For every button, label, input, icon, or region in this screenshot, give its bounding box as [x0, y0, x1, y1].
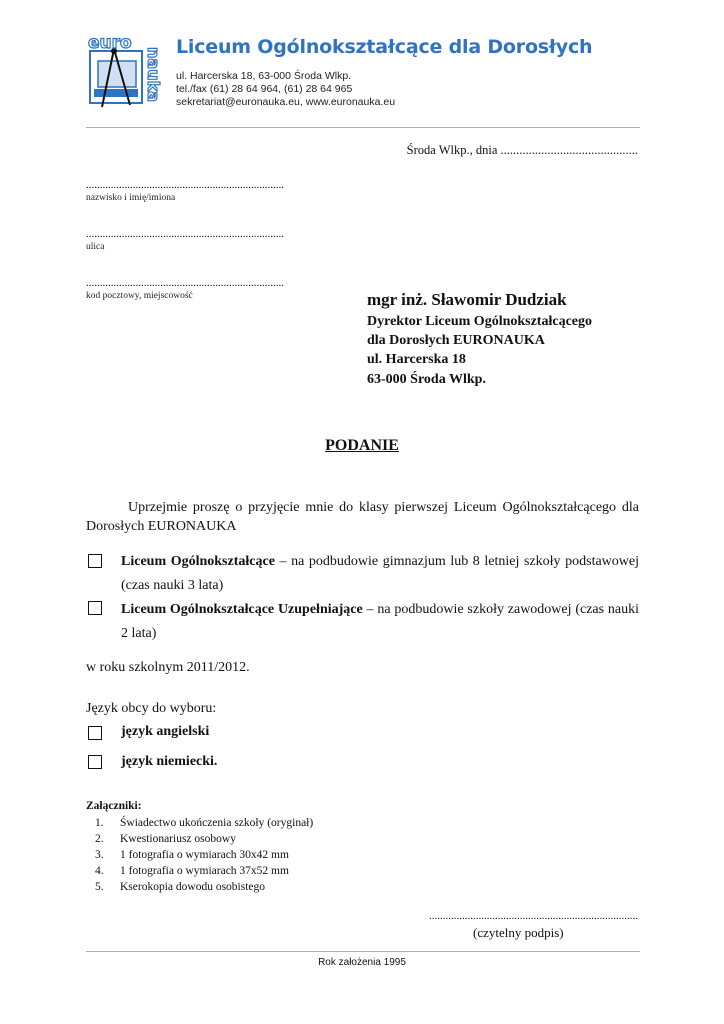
option-lo-desc: – na podbudowie gimnazjum lub 8 letniej szkoły podstawowej (czas nauki 3 lata): [121, 554, 640, 593]
language-label: Język obcy do wyboru:: [86, 701, 217, 716]
list-item-text: Świadectwo ukończenia szkoły (oryginał): [120, 817, 314, 829]
intro-paragraph: [86, 498, 639, 536]
checkbox-lo[interactable]: [88, 554, 102, 568]
signature-caption: (czytelny podpis): [473, 925, 564, 940]
intro-text: Uprzejmie proszę o przyjęcie mnie do klasy pierwszej Liceum Ogólnokształcącego dla Dorosłych EURONAUKA: [86, 500, 639, 534]
name-field-dots[interactable]: ........................................................................: [86, 179, 284, 191]
school-address: ul. Harcerska 18, 63-000 Środa Wlkp.: [176, 70, 352, 82]
footer-divider: [86, 951, 640, 952]
list-item: [86, 847, 313, 863]
list-item: [86, 831, 313, 847]
list-item: [86, 815, 313, 831]
footer-text: Rok założenia 1995: [318, 957, 406, 968]
recipient-line-1: Dyrektor Liceum Ogólnokształcącego: [367, 314, 593, 329]
language-english: język angielski: [121, 724, 210, 739]
school-name: Liceum Ogólnokształcące dla Dorosłych: [176, 36, 593, 58]
list-item-text: Kwestionariusz osobowy: [120, 833, 236, 845]
header-divider: [86, 127, 640, 128]
attachments-list: [86, 815, 313, 895]
street-field-caption: ulica: [86, 242, 105, 252]
logo-text-euro: euro: [88, 33, 132, 53]
option-lou: [121, 598, 639, 646]
list-item-number: 2.: [95, 833, 104, 845]
city-field-caption: kod pocztowy, miejscowość: [86, 291, 193, 301]
recipient-line-3: ul. Harcerska 18: [367, 352, 466, 367]
school-logo: [86, 33, 166, 113]
document-title: PODANIE: [325, 437, 399, 454]
list-item-number: 3.: [95, 849, 104, 861]
list-item-text: 1 fotografia o wymiarach 37x52 mm: [120, 865, 289, 877]
school-year: w roku szkolnym 2011/2012.: [86, 660, 250, 675]
street-field-dots[interactable]: ........................................................................: [86, 228, 284, 240]
recipient-line-2: dla Dorosłych EURONAUKA: [367, 333, 545, 348]
option-lou-desc: – na podbudowie szkoły zawodowej (czas nauki 2 lata): [121, 602, 640, 641]
attachments-header: Załączniki:: [86, 800, 142, 812]
list-item-number: 4.: [95, 865, 104, 877]
option-lou-title: Liceum Ogólnokształcące Uzupełniające: [121, 602, 363, 617]
checkbox-lou[interactable]: [88, 601, 102, 615]
option-lo-title: Liceum Ogólnokształcące: [121, 554, 275, 569]
signature-field[interactable]: ............................................................................: [429, 910, 638, 922]
recipient-line-4: 63-000 Środa Wlkp.: [367, 372, 486, 387]
checkbox-english[interactable]: [88, 726, 102, 740]
logo-text-nauka: nauka: [144, 47, 163, 103]
option-lo: [121, 550, 639, 598]
list-item-text: Kserokopia dowodu osobistego: [120, 881, 266, 893]
list-item-text: 1 fotografia o wymiarach 30x42 mm: [120, 849, 289, 861]
school-phone: tel./fax (61) 28 64 964, (61) 28 64 965: [176, 83, 353, 95]
list-item: [86, 879, 313, 895]
date-line: Środa Wlkp., dnia ............................................: [406, 143, 638, 157]
list-item-number: 5.: [95, 881, 104, 893]
school-contact: sekretariat@euronauka.eu, www.euronauka.eu: [176, 96, 396, 108]
recipient-name: mgr inż. Sławomir Dudziak: [367, 290, 567, 309]
name-field-caption: nazwisko i imię/imiona: [86, 193, 176, 203]
language-german: język niemiecki.: [121, 754, 218, 769]
checkbox-german[interactable]: [88, 755, 102, 769]
city-field-dots[interactable]: ........................................................................: [86, 277, 284, 289]
list-item: [86, 863, 313, 879]
list-item-number: 1.: [95, 817, 104, 829]
